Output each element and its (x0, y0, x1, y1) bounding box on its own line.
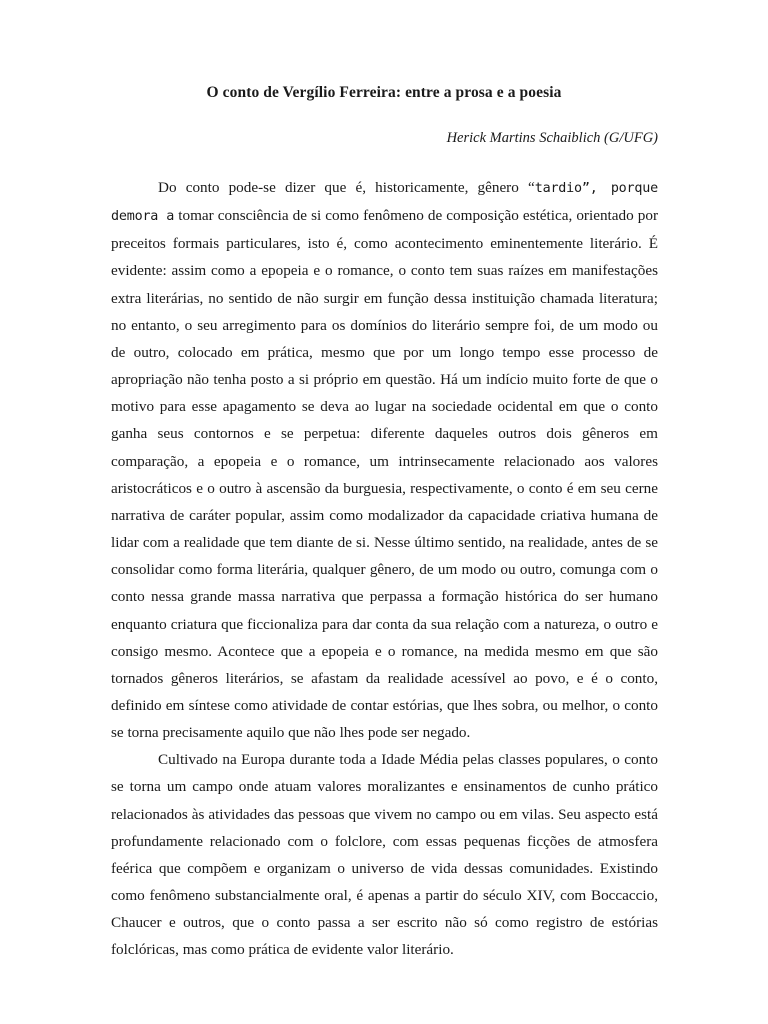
paragraph-1-mono-run: tardio”, porque demora a (111, 181, 658, 225)
paragraph-2: Cultivado na Europa durante toda a Idade Média pelas classes populares, o conto se torna um campo onde atuam valores moralizantes e ensinamentos de cunho prático relacionados às atividades das pessoas que vivem no campo ou em vilas. Seu aspecto está profundamente relacionado com o folclore, com essas pequenas ficções de atmosfera feérica que compõem e organizam o universo de vida dessas comunidades. Existindo como fenômeno substancialmente oral, é apenas a partir do século XIV, com Boccaccio, Chaucer e outros, que o conto passa a ser escrito não só como registro de estórias folclóricas, mas como prática de evidente valor literário. (111, 751, 658, 959)
paragraph-1-rest: tomar consciência de si como fenômeno de composição estética, orientado por preceitos formais particulares, isto é, como acontecimento eminentemente literário. É evidente: assim como a epopeia e o romance, o conto tem suas raízes em manifestações extra literárias, no sentido de não surgir em função dessa instituição chamada literatura; no entanto, o seu arregimento para os domínios do literário sempre foi, de um modo ou de outro, colocado em prática, mesmo que por um longo tempo esse processo de apropriação não tenha posto a si próprio em questão. Há um indício muito forte de que o motivo para esse apagamento se deva ao lugar na sociedade ocidental em que o conto ganha seus contornos e se perpetua: diferente daqueles outros dois gêneros em comparação, a epopeia e o romance, um intrinsecamente relacionado aos valores aristocráticos e o outro à ascensão da burguesia, respectivamente, o conto é em seu cerne narrativa de caráter popular, assim como modalizador da capacidade criativa humana de lidar com a realidade que tem diante de si. Nesse último sentido, na realidade, antes de se consolidar como forma literária, qualquer gênero, de um modo ou outro, comunga com o conto nessa grande massa narrativa que perpassa a formação histórica do ser humano enquanto criatura que ficcionaliza para dar conta da sua relação com a natureza, o outro e consigo mesmo. Acontece que a epopeia e o romance, na medida mesmo em que são tornados gêneros literários, se afastam da realidade acessível ao povo, e é o conto, definido em síntese como atividade de contar estórias, que lhes sobra, ou melhor, o conto se torna precisamente aquilo que não lhes pode ser negado. (111, 207, 659, 742)
paragraph-1-lead: Do conto pode-se dizer que é, historicamente, gênero “ (158, 179, 535, 196)
author-byline: Herick Martins Schaiblich (G/UFG) (446, 130, 658, 146)
paragraph-1 (111, 174, 658, 746)
document-title: O conto de Vergílio Ferreira: entre a prosa e a poesia (206, 84, 562, 101)
document-body (111, 174, 658, 964)
